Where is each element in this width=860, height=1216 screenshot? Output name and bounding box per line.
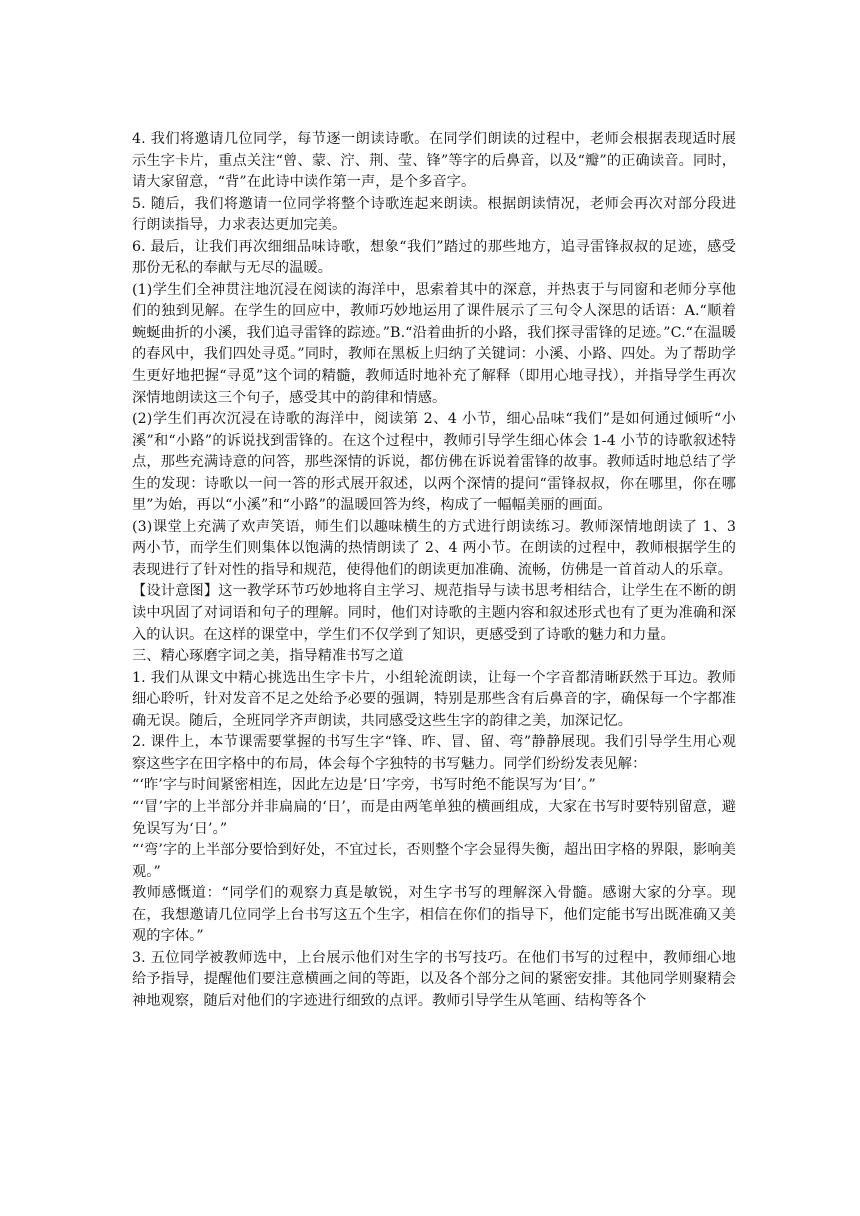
paragraph-step-5: 5. 随后，我们将邀请一位同学将整个诗歌连起来朗读。根据朗读情况，老师会再次对部分段进行朗读指导，力求表达更加完美。 [132,195,736,234]
paragraph-teacher-remark: 教师感慨道：“同学们的观察力真是敏锐，对生字书写的理解深入骨髓。感谢大家的分享。现在，我想邀请几位同学上台书写这五个生字，相信在你们的指导下，他们定能书写出既准确又美观的字体。” [132,885,736,945]
quote-zuo: “‘昨’字与时间紧密相连，因此左边是‘日’字旁，书写时绝不能误写为‘目’。” [132,777,596,794]
paragraph-item-3: 3. 五位同学被教师选中，上台展示他们对生字的书写技巧。在他们书写的过程中，教师细心地给予指导，提醒他们要注意横画之间的等距，以及各个部分之间的紧密安排。其他同学则聚精会神地观察，随后对他们的字迹进行细致的点评。教师引导学生从笔画、结构等各个 [132,949,736,1009]
paragraph-item-2: 2. 课件上，本节课需要掌握的书写生字“锋、昨、冒、留、弯”静静展现。我们引导学生用心观察这些字在田字格中的布局，体会每个字独特的书写魅力。同学们纷纷发表见解： [132,734,736,772]
quote-wan: “‘弯’字的上半部分要恰到好处，不宜过长，否则整个字会显得失衡，超出田字格的界限，影响美观。” [132,842,736,880]
section-heading-3: 三、精心琢磨字词之美，指导精准书写之道 [132,648,404,665]
paragraph-item-1: 1. 我们从课文中精心挑选出生字卡片，小组轮流朗读，让每一个字音都清晰跃然于耳边。教师细心聆听，针对发音不足之处给予必要的强调，特别是那些含有后鼻音的字，确保每一个字都准确无误。随后，全班同学齐声朗读，共同感受这些生字的韵律之美，加深记忆。 [132,669,736,729]
paragraph-step-4: 4. 我们将邀请几位同学，每节逐一朗读诗歌。在同学们朗读的过程中，老师会根据表现适时展示生字卡片，重点关注“曾、蒙、泞、荆、莹、锋”等字的后鼻音，以及“瓣”的正确读音。同时，请大家留意，“背”在此诗中读作第一声，是个多音字。 [132,131,736,191]
paragraph-sub-1: (1)学生们全神贯注地沉浸在阅读的海洋中，思索着其中的深意，并热衷于与同窗和老师分享他们的独到见解。在学生的回应中，教师巧妙地运用了课件展示了三句令人深思的话语：A.“顺着蜿蜒曲折的小溪，我们追寻雷锋的踪迹。”B.“沿着曲折的小路，我们探寻雷锋的足迹。”C.“在温暖的春风中，我们四处寻觅。”同时，教师在黑板上归纳了关键词：小溪、小路、四处。为了帮助学生更好地把握“寻觅”这个词的精髓，教师适时地补充了解释（即用心地寻找），并指导学生再次深情地朗读这三个句子，感受其中的韵律和情感。 [132,281,736,406]
paragraph-step-6: 6. 最后，让我们再次细细品味诗歌，想象“我们”踏过的那些地方，追寻雷锋叔叔的足迹，感受那份无私的奉献与无尽的温暖。 [132,238,736,277]
paragraph-sub-3: (3)课堂上充满了欢声笑语，师生们以趣味横生的方式进行朗读练习。教师深情地朗读了 1、3 两小节，而学生们则集体以饱满的热情朗读了 2、4 两小节。在朗读的过程中，教师根据学生的表现进行了针对性的指导和规范，使得他们的朗读更加准确、流畅，仿佛是一首首动人的乐章。 [132,518,736,578]
quote-mao: “‘冒’字的上半部分并非扁扁的‘日’，而是由两笔单独的横画组成，大家在书写时要特别留意，避免误写为‘日’。” [132,798,736,837]
paragraph-design-intent: 【设计意图】这一教学环节巧妙地将自主学习、规范指导与读书思考相结合，让学生在不断的朗读中巩固了对词语和句子的理解。同时，他们对诗歌的主题内容和叙述形式也有了更为准确和深入的认识。在这样的课堂中，学生们不仅学到了知识，更感受到了诗歌的魅力和力量。 [132,583,736,643]
document-page [132,129,736,1012]
paragraph-sub-2: (2)学生们再次沉浸在诗歌的海洋中，阅读第 2、4 小节，细心品味“我们”是如何通过倾听“小溪”和“小路”的诉说找到雷锋的。在这个过程中，教师引导学生细心体会 1-4 小节的诗歌叙述特点，那些充满诗意的问答，那些深情的诉说，都仿佛在诉说着雷锋的故事。教师适时地总结了学生的发现：诗歌以一问一答的形式展开叙述，以两个深情的提问“雷锋叔叔，你在哪里，你在哪里”为始，再以“小溪”和“小路”的温暖回答为终，构成了一幅幅美丽的画面。 [132,411,736,514]
